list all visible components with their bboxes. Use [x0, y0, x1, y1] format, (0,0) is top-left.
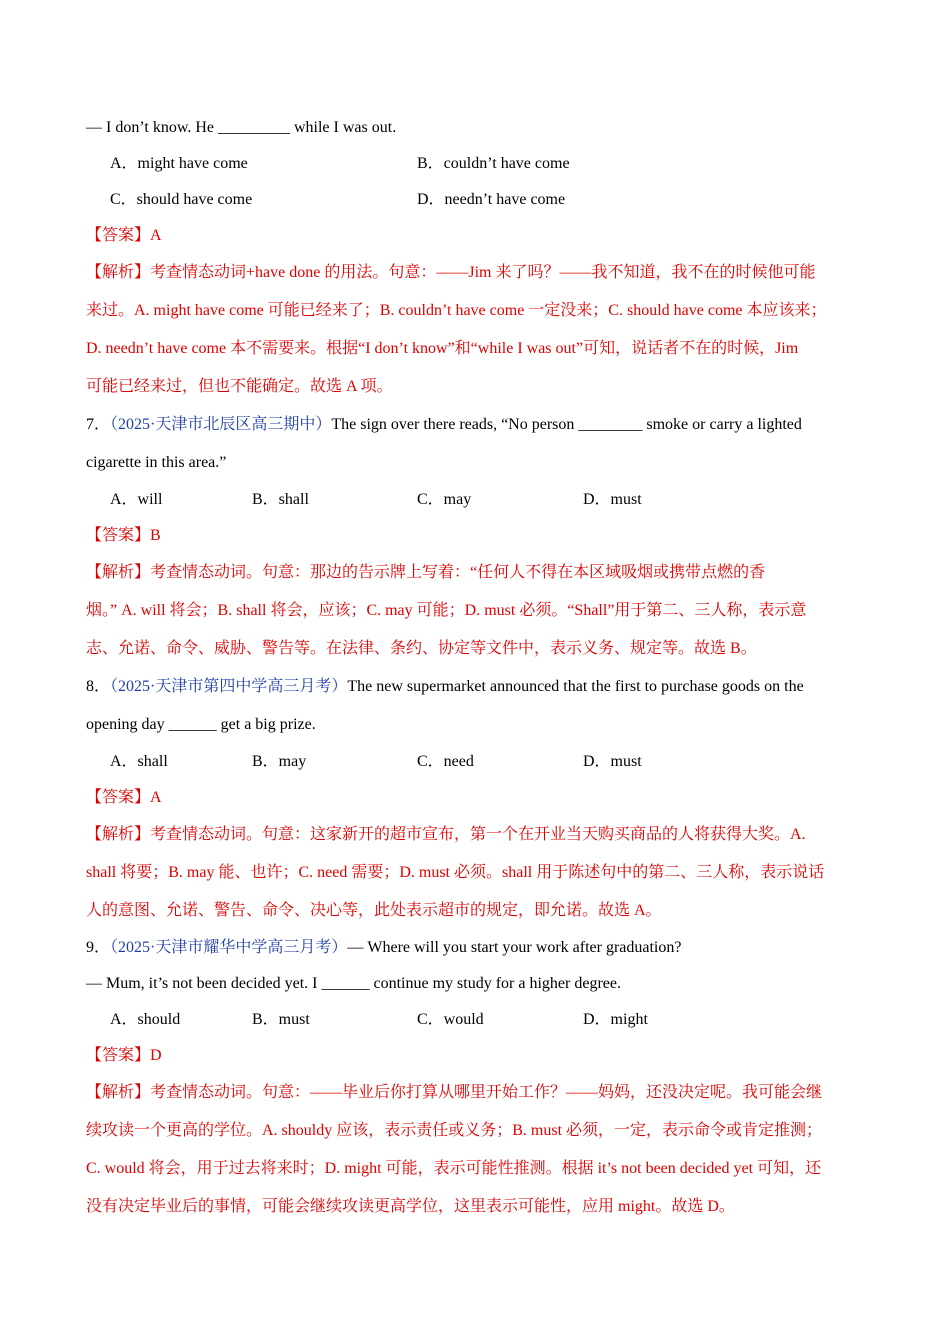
q8-stem-line-2: opening day ______ get a big prize. — [86, 716, 316, 733]
q8-option-d: D．must — [583, 753, 642, 770]
answer-label: 【答案】 — [86, 1047, 151, 1064]
question-number: 9． — [86, 939, 111, 956]
q7-stem — [86, 406, 866, 444]
question-number: 8． — [86, 678, 111, 695]
q6-options-row-1 — [86, 146, 866, 182]
question-text: The sign over there reads, “No person ________ smoke or carry a lighted — [331, 416, 802, 433]
q9-analysis-line-1 — [86, 1074, 866, 1112]
q9-analysis-line-3: C. would 将会，用于过去将来时；D. might 可能，表示可能性推测。根据 it’s not been decided yet 可知，还 — [86, 1160, 822, 1177]
q9-stem — [86, 930, 866, 966]
q6-analysis-line-1 — [86, 254, 866, 292]
q9-analysis-line-2: 续攻读一个更高的学位。A. shouldy 应该，表示责任或义务；B. must 必须，一定，表示命令或肯定推测； — [86, 1122, 823, 1139]
q7-option-c: C．may — [417, 491, 472, 508]
answer-label: 【答案】 — [86, 527, 151, 544]
answer-label: 【答案】 — [86, 789, 151, 806]
q8-option-c: C．need — [417, 753, 474, 770]
answer-value: B — [150, 527, 161, 544]
analysis-label: 【解析】 — [86, 564, 151, 581]
q7-stem-line-2: cigarette in this area.” — [86, 454, 227, 471]
q9-stem-line-2: — Mum, it’s not been decided yet. I ______ continue my study for a higher degree. — [86, 975, 621, 992]
question-text: The new supermarket announced that the first to purchase goods on the — [347, 678, 804, 695]
q8-analysis-line-2: shall 将要；B. may 能、也许；C. need 需要；D. must 必须。shall 用于陈述句中的第二、三人称，表示说话 — [86, 864, 825, 881]
q7-options — [86, 482, 866, 518]
q7-option-d: D．must — [583, 491, 642, 508]
answer-label: 【答案】 — [86, 227, 151, 244]
q6-analysis-line-2: 来过。A. might have come 可能已经来了；B. couldn’t have come 一定没来；C. should have come 本应该来； — [86, 302, 827, 319]
q7-analysis-line-3: 志、允诺、命令、威胁、警告等。在法律、条约、协定等文件中，表示义务、规定等。故选 B。 — [86, 640, 757, 657]
q6-option-d: D．needn’t have come — [417, 191, 566, 208]
answer-value: D — [150, 1047, 162, 1064]
page-content — [86, 110, 866, 1226]
q6-option-b: B．couldn’t have come — [417, 155, 570, 172]
q8-options — [86, 744, 866, 780]
q8-analysis-line-3: 人的意图、允诺、警告、命令、决心等，此处表示超市的规定，即允诺。故选 A。 — [86, 902, 662, 919]
q6-answer — [86, 218, 866, 254]
q7-option-a: A．will — [110, 491, 163, 508]
analysis-text: 考查情态动词+have done 的用法。句意：——Jim 来了吗？——我不知道，我不在的时候他可能 — [150, 264, 816, 281]
q7-option-b: B．shall — [252, 491, 309, 508]
answer-value: A — [150, 227, 162, 244]
q6-analysis-line-4: 可能已经来过，但也不能确定。故选 A 项。 — [86, 378, 393, 395]
q9-option-b: B．must — [252, 1011, 310, 1028]
q6-option-c: C．should have come — [110, 191, 253, 208]
analysis-label: 【解析】 — [86, 826, 151, 843]
q9-analysis-line-4: 没有决定毕业后的事情，可能会继续攻读更高学位，这里表示可能性，应用 might。故选 D。 — [86, 1198, 735, 1215]
q9-option-a: A．should — [110, 1011, 181, 1028]
q7-analysis-line-2: 烟。” A. will 将会；B. shall 将会，应该；C. may 可能；D. must 必须。“Shall”用于第二、三人称，表示意 — [86, 602, 807, 619]
q8-stem — [86, 668, 866, 706]
analysis-label: 【解析】 — [86, 1084, 151, 1101]
q6-options-row-2 — [86, 182, 866, 218]
answer-value: A — [150, 789, 162, 806]
question-source: （2025·天津市耀华中学高三月考） — [110, 939, 348, 956]
q7-answer — [86, 518, 866, 554]
q6-analysis-line-3: D. needn’t have come 本不需要来。根据“I don’t know”和“while I was out”可知，说话者不在的时候，Jim — [86, 340, 799, 357]
q9-options — [86, 1002, 866, 1038]
q8-analysis-line-1 — [86, 816, 866, 854]
q8-answer — [86, 780, 866, 816]
q8-option-a: A．shall — [110, 753, 168, 770]
question-number: 7． — [86, 416, 111, 433]
q8-option-b: B．may — [252, 753, 307, 770]
analysis-text: 考查情态动词。句意：——毕业后你打算从哪里开始工作？——妈妈，还没决定呢。我可能会继 — [150, 1084, 823, 1101]
q6-stem: — I don’t know. He _________ while I was out. — [86, 119, 397, 136]
q6-option-a: A．might have come — [110, 155, 248, 172]
analysis-label: 【解析】 — [86, 264, 151, 281]
question-source: （2025·天津市第四中学高三月考） — [110, 678, 348, 695]
question-source: （2025·天津市北辰区高三期中） — [110, 416, 332, 433]
analysis-text: 考查情态动词。句意：那边的告示牌上写着：“任何人不得在本区域吸烟或携带点燃的香 — [150, 564, 766, 581]
q9-option-d: D．might — [583, 1011, 648, 1028]
analysis-text: 考查情态动词。句意：这家新开的超市宣布，第一个在开业当天购买商品的人将获得大奖。A. — [150, 826, 806, 843]
question-text: — Where will you start your work after graduation? — [347, 939, 682, 956]
q9-answer — [86, 1038, 866, 1074]
q9-option-c: C．would — [417, 1011, 484, 1028]
q7-analysis-line-1 — [86, 554, 866, 592]
